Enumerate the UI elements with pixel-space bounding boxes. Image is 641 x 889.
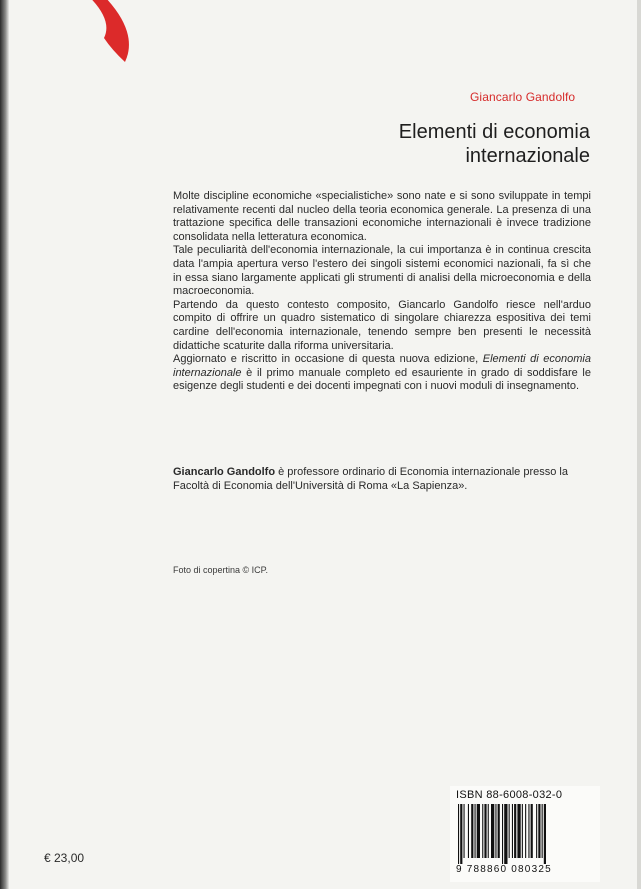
book-title-line1: Elementi di economia [398, 121, 590, 143]
book-title [340, 120, 590, 168]
blurb-paragraph-4 [173, 353, 591, 394]
barcode-block [450, 786, 600, 882]
author-bio-text: è professore ordinario di Economia internazionale presso la Facoltà di Economia dell'Università di Roma «La Sapienza». [173, 466, 568, 492]
blurb-p4-start: Aggiornato e riscritto in occasione di questa nuova edizione, [173, 353, 483, 366]
page-edge [637, 0, 641, 889]
blurb-paragraph-1: Molte discipline economiche «specialistiche» sono nate e si sono sviluppate in tempi relativamente recenti dal nucleo della teoria economica generale. La presenza di una trattazione specifica delle transazioni economiche internazionali è invece tradizione consolidata nella letteratura economica. [173, 190, 591, 243]
blurb-book-title-italic: Elementi di economia internazionale [173, 353, 591, 379]
blurb-paragraph-3: Partendo da questo contesto composito, Giancarlo Gandolfo riesce nell'arduo compito di offrire un quadro sistematico di singolare chiarezza espositiva dei temi cardine dell'economia internazionale, tenendo sempre ben presenti le necessità didattiche scaturite dalla riforma universitaria. [173, 298, 591, 352]
book-title-line2: internazionale [465, 145, 590, 167]
isbn-label: ISBN 88-6008-032-0 [456, 789, 563, 801]
author-name: Giancarlo Gandolfo [470, 90, 576, 104]
price-label: € 23,00 [44, 851, 85, 865]
book-spine-edge [0, 0, 9, 889]
author-bio [173, 466, 591, 494]
blurb-p4-end: è il primo manuale completo ed esauriente in grado di soddisfare le esigenze degli studenti e dei docenti impegnati con i nuovi moduli di insegnamento. [173, 366, 591, 393]
back-cover-blurb [173, 190, 591, 394]
ean-number: 9 788860 080325 [456, 864, 552, 875]
photo-credit: Foto di copertina © ICP. [173, 565, 269, 575]
author-bio-name: Giancarlo Gandolfo [173, 466, 276, 478]
blurb-paragraph-2: Tale peculiarità dell'economia internazionale, la cui importanza è in continua crescita data l'ampia apertura verso l'estero dei singoli sistemi economici nazionali, fa sì che in essa siano largamente applicati gli strumenti di analisi della microeconomia e della macroeconomia. [173, 244, 591, 298]
barcode-icon [456, 804, 596, 864]
